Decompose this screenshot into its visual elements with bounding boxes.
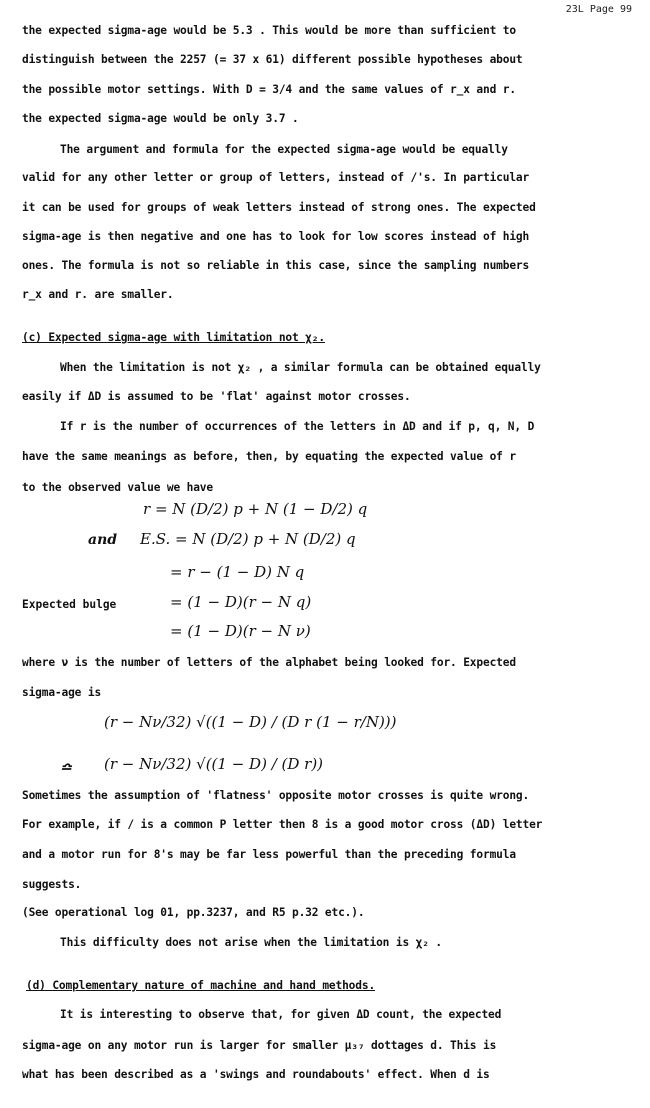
text-line: (See operational log 01, pp.3237, and R5 p.32 etc.). bbox=[22, 906, 365, 919]
text-line: ones. The formula is not so reliable in this case, since the sampling numbers bbox=[22, 259, 530, 272]
text-line: what has been described as a 'swings and roundabouts' effect. When d is bbox=[22, 1068, 490, 1081]
text-line: sigma-age is then negative and one has to look for low scores instead of high bbox=[22, 230, 530, 243]
equation-4-label: Expected bulge bbox=[22, 598, 117, 611]
equation-1: r = N (D/2) p + N (1 − D/2) q bbox=[143, 500, 368, 518]
equation-2: E.S. = N (D/2) p + N (D/2) q bbox=[140, 530, 356, 548]
sigma-age-formula-1: (r − Nν/32) √((1 − D) / (D r (1 − r/N))) bbox=[104, 713, 397, 731]
text-line: suggests. bbox=[22, 878, 82, 891]
equation-2-label: and bbox=[88, 532, 118, 548]
text-line: easily if ΔD is assumed to be 'flat' against motor crosses. bbox=[22, 390, 411, 403]
section-heading-d: (d) Complementary nature of machine and hand methods. bbox=[26, 979, 376, 992]
section-heading-c: (c) Expected sigma-age with limitation not χ₂. bbox=[22, 331, 325, 344]
text-line: and a motor run for 8's may be far less powerful than the preceding formula bbox=[22, 848, 516, 861]
text-line: the expected sigma-age would be 5.3 . This would be more than sufficient to bbox=[22, 24, 516, 37]
text-line: it can be used for groups of weak letters instead of strong ones. The expected bbox=[22, 201, 536, 214]
equation-5: = (1 − D)(r − N ν) bbox=[170, 622, 311, 640]
text-line: valid for any other letter or group of letters, instead of /'s. In particular bbox=[22, 171, 530, 184]
text-line: to the observed value we have bbox=[22, 481, 213, 494]
text-line: the possible motor settings. With D = 3/4 and the same values of r_x and r. bbox=[22, 83, 516, 96]
text-line: It is interesting to observe that, for given ΔD count, the expected bbox=[60, 1008, 502, 1021]
text-line: This difficulty does not arise when the limitation is χ₂ . bbox=[60, 936, 442, 949]
text-line: When the limitation is not χ₂ , a similar formula can be obtained equally bbox=[60, 361, 541, 374]
text-line: the expected sigma-age would be only 3.7 . bbox=[22, 112, 299, 125]
equation-3: = r − (1 − D) N q bbox=[170, 563, 305, 581]
text-line: r_x and r. are smaller. bbox=[22, 288, 174, 301]
text-line: where ν is the number of letters of the alphabet being looked for. Expected bbox=[22, 656, 516, 669]
text-line: If r is the number of occurrences of the letters in ΔD and if p, q, N, D bbox=[60, 420, 535, 433]
sigma-age-formula-2: (r − Nν/32) √((1 − D) / (D r)) bbox=[104, 755, 324, 773]
text-line: Sometimes the assumption of 'flatness' opposite motor crosses is quite wrong. bbox=[22, 789, 530, 802]
text-line: For example, if / is a common P letter then 8 is a good motor cross (ΔD) letter bbox=[22, 818, 543, 831]
sigma-age-approx-sign: ≏ bbox=[60, 760, 72, 776]
text-line: have the same meanings as before, then, by equating the expected value of r bbox=[22, 450, 516, 463]
text-line: distinguish between the 2257 (= 37 x 61) different possible hypotheses about bbox=[22, 53, 523, 66]
text-line: sigma-age on any motor run is larger for smaller μ₃₇ dottages d. This is bbox=[22, 1039, 497, 1052]
text-line: sigma-age is bbox=[22, 686, 102, 699]
page-label: 23L Page 99 bbox=[565, 4, 632, 15]
text-line: The argument and formula for the expected sigma-age would be equally bbox=[60, 143, 508, 156]
equation-4: = (1 − D)(r − N q) bbox=[170, 593, 312, 611]
